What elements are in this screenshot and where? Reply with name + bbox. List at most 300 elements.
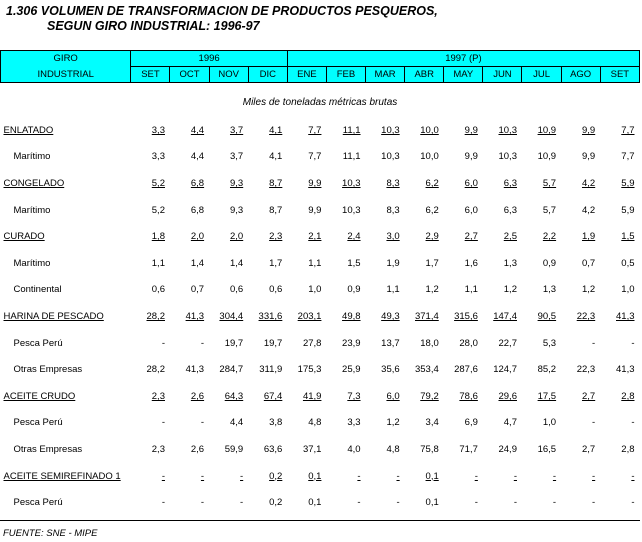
table-cell	[483, 356, 522, 383]
table-cell	[248, 144, 287, 171]
table-cell	[444, 223, 483, 250]
cell-value: 6,8	[190, 204, 205, 216]
table-cell	[522, 463, 561, 490]
cell-value: 5,7	[542, 204, 557, 216]
table-cell	[366, 489, 405, 516]
row-label-text: CONGELADO	[3, 177, 65, 189]
table-cell	[405, 410, 444, 437]
cell-value: 0,1	[425, 470, 439, 482]
table-cell	[248, 330, 287, 357]
table-cell	[326, 144, 365, 171]
table-cell	[600, 436, 639, 463]
cell-value: 2,2	[542, 231, 557, 243]
table-cell	[326, 250, 365, 277]
table-cell	[483, 223, 522, 250]
table-cell	[522, 250, 561, 277]
row-label-text: Pesca Perú	[13, 337, 63, 349]
cell-value: 6,8	[190, 177, 205, 189]
cell-value: 1,2	[581, 284, 596, 296]
cell-value: -	[240, 497, 244, 509]
cell-value: 4,4	[229, 417, 244, 429]
table-cell	[287, 117, 326, 144]
cell-value: 4,8	[386, 443, 400, 455]
table-cell	[287, 170, 326, 197]
cell-value: 28,2	[146, 364, 165, 376]
table-cell	[444, 144, 483, 171]
cell-value: 27,8	[302, 337, 322, 349]
header-year-1997: 1997 (P)	[287, 51, 639, 67]
subcategory-row	[1, 410, 640, 437]
cell-value: 22,3	[576, 364, 596, 376]
table-cell	[287, 277, 326, 304]
table-cell	[248, 489, 287, 516]
row-label	[1, 197, 131, 224]
table-cell	[209, 463, 248, 490]
table-cell	[522, 117, 561, 144]
table-cell	[366, 330, 405, 357]
cell-value: 75,8	[420, 443, 439, 455]
header-giro-bottom: INDUSTRIAL	[1, 67, 131, 83]
cell-value: -	[161, 470, 165, 482]
table-cell	[600, 250, 639, 277]
table-cell	[483, 303, 522, 330]
table-cell	[522, 197, 561, 224]
cell-value: 2,9	[425, 231, 439, 243]
cell-value: 315,6	[454, 310, 478, 322]
row-label-text: Marítimo	[13, 204, 51, 216]
cell-value: -	[592, 337, 596, 349]
cell-value: 1,4	[190, 257, 205, 269]
table-cell	[170, 144, 209, 171]
cell-value: 2,8	[621, 390, 635, 402]
cell-value: 4,8	[308, 417, 322, 429]
table-cell	[209, 489, 248, 516]
cell-value: 24,9	[498, 443, 517, 455]
table-cell	[287, 463, 326, 490]
cell-value: 3,7	[229, 124, 244, 136]
cell-value: 41,9	[302, 390, 322, 402]
subcategory-row	[1, 436, 640, 463]
cell-value: 13,7	[381, 337, 400, 349]
cell-value: 1,5	[621, 231, 635, 243]
cell-value: -	[592, 497, 596, 509]
cell-value: 311,9	[259, 364, 283, 376]
cell-value: 10,9	[537, 151, 557, 163]
header-giro-top: GIRO	[1, 51, 131, 67]
cell-value: 10,3	[342, 177, 361, 189]
row-label	[1, 144, 131, 171]
cell-value: 1,1	[151, 257, 165, 269]
header-month: ABR	[405, 67, 444, 83]
table-cell	[366, 410, 405, 437]
table-cell	[522, 489, 561, 516]
row-label-text: ENLATADO	[3, 124, 54, 136]
table-cell	[248, 277, 287, 304]
cell-value: 4,2	[581, 204, 596, 216]
table-cell	[287, 356, 326, 383]
cell-value: 0,9	[347, 284, 361, 296]
table-cell	[561, 144, 600, 171]
cell-value: 9,9	[308, 204, 322, 216]
table-cell	[209, 356, 248, 383]
table-cell	[522, 330, 561, 357]
cell-value: -	[357, 497, 361, 509]
cell-value: 5,3	[542, 337, 557, 349]
cell-value: 0,6	[229, 284, 244, 296]
cell-value: 371,4	[414, 310, 439, 322]
cell-value: 19,7	[263, 337, 283, 349]
cell-value: 1,9	[386, 257, 400, 269]
table-cell	[366, 303, 405, 330]
cell-value: 5,7	[542, 177, 557, 189]
cell-value: 2,6	[190, 390, 205, 402]
cell-value: 1,7	[425, 257, 439, 269]
cell-value: 41,3	[185, 310, 205, 322]
cell-value: 304,4	[219, 310, 244, 322]
table-cell	[287, 489, 326, 516]
table-cell	[444, 277, 483, 304]
table-cell	[444, 383, 483, 410]
table-cell	[600, 144, 639, 171]
table-cell	[366, 383, 405, 410]
cell-value: 7,7	[621, 124, 635, 136]
source-note: FUENTE: SNE - MIPE	[3, 528, 98, 539]
cell-value: 79,2	[420, 390, 439, 402]
table-cell	[600, 383, 639, 410]
table-cell	[483, 436, 522, 463]
table-cell	[366, 436, 405, 463]
table-cell	[600, 356, 639, 383]
cell-value: 71,7	[459, 443, 478, 455]
category-row	[1, 170, 640, 197]
cell-value: 0,5	[621, 257, 635, 269]
table-cell	[561, 436, 600, 463]
cell-value: -	[592, 470, 596, 482]
row-label-text: HARINA DE PESCADO	[3, 310, 104, 322]
table-cell	[209, 117, 248, 144]
table-cell	[444, 197, 483, 224]
header-month: AGO	[561, 67, 600, 83]
table-cell	[366, 170, 405, 197]
table-cell	[326, 436, 365, 463]
cell-value: -	[552, 497, 557, 509]
table-cell	[248, 197, 287, 224]
row-label	[1, 436, 131, 463]
table-cell	[248, 170, 287, 197]
table-cell	[248, 250, 287, 277]
cell-value: 28,2	[146, 310, 165, 322]
cell-value: 23,9	[342, 337, 361, 349]
cell-value: 8,3	[386, 204, 400, 216]
cell-value: 0,1	[425, 497, 439, 509]
table-cell	[170, 356, 209, 383]
cell-value: 3,8	[269, 417, 283, 429]
table-cell	[131, 410, 170, 437]
table-cell	[405, 383, 444, 410]
table-cell	[170, 463, 209, 490]
cell-value: 2,7	[581, 390, 596, 402]
cell-value: 1,8	[151, 231, 165, 243]
cell-value: 10,0	[420, 124, 439, 136]
cell-value: 203,1	[297, 310, 322, 322]
subcategory-row	[1, 277, 640, 304]
cell-value: 2,5	[503, 231, 517, 243]
table-cell	[405, 463, 444, 490]
cell-value: 22,3	[576, 310, 596, 322]
table-cell	[561, 303, 600, 330]
row-label-text: Otras Empresas	[13, 443, 83, 455]
table-cell	[248, 383, 287, 410]
table-cell	[600, 330, 639, 357]
table-cell	[287, 383, 326, 410]
table-cell	[600, 170, 639, 197]
cell-value: -	[513, 497, 517, 509]
cell-value: 7,7	[308, 151, 322, 163]
cell-value: 1,0	[621, 284, 635, 296]
cell-value: 8,3	[386, 177, 400, 189]
cell-value: 0,2	[269, 470, 283, 482]
cell-value: 19,7	[224, 337, 244, 349]
table-cell	[561, 463, 600, 490]
cell-value: 6,2	[425, 177, 439, 189]
cell-value: 10,3	[381, 151, 400, 163]
table-cell	[444, 170, 483, 197]
cell-value: -	[474, 497, 478, 509]
table-cell	[131, 223, 170, 250]
table-cell	[561, 170, 600, 197]
cell-value: 67,4	[263, 390, 283, 402]
cell-value: 2,1	[308, 231, 322, 243]
table-cell	[170, 277, 209, 304]
row-label-text: ACEITE SEMIREFINADO 1	[3, 470, 121, 482]
cell-value: 29,6	[498, 390, 517, 402]
table-cell	[522, 410, 561, 437]
table-cell	[131, 489, 170, 516]
cell-value: 2,7	[581, 443, 596, 455]
row-label	[1, 410, 131, 437]
subcategory-row	[1, 330, 640, 357]
table-cell	[131, 117, 170, 144]
header-year-1996: 1996	[131, 51, 287, 67]
cell-value: 10,3	[498, 151, 517, 163]
table-cell	[600, 463, 639, 490]
table-cell	[483, 144, 522, 171]
table-cell	[600, 489, 639, 516]
cell-value: 147,4	[493, 310, 517, 322]
cell-value: 6,0	[464, 204, 478, 216]
cell-value: 0,6	[269, 284, 283, 296]
cell-value: 6,0	[386, 390, 400, 402]
table-cell	[405, 117, 444, 144]
table-cell	[326, 277, 365, 304]
cell-value: 41,3	[616, 310, 635, 322]
table-cell	[600, 197, 639, 224]
table-cell	[522, 356, 561, 383]
cell-value: 25,9	[342, 364, 361, 376]
table-cell	[405, 223, 444, 250]
cell-value: -	[357, 470, 361, 482]
table-cell	[483, 410, 522, 437]
cell-value: 6,9	[464, 417, 478, 429]
table-cell	[170, 223, 209, 250]
cell-value: 4,4	[190, 151, 205, 163]
cell-value: 5,2	[151, 204, 165, 216]
table-cell	[561, 383, 600, 410]
cell-value: 2,0	[190, 231, 205, 243]
row-label-text: Otras Empresas	[13, 364, 83, 376]
cell-value: 9,3	[229, 204, 244, 216]
cell-value: 35,6	[381, 364, 400, 376]
row-label-text: Pesca Perú	[13, 497, 63, 509]
cell-value: 5,2	[151, 177, 165, 189]
title-line-1: 1.306 VOLUMEN DE TRANSFORMACION DE PRODUCTOS PESQUEROS,	[6, 4, 438, 18]
cell-value: 10,3	[381, 124, 400, 136]
cell-value: 11,1	[342, 151, 361, 163]
cell-value: -	[396, 497, 400, 509]
cell-value: 1,2	[425, 284, 439, 296]
table-cell	[131, 144, 170, 171]
table-cell	[170, 410, 209, 437]
cell-value: 2,0	[229, 231, 244, 243]
cell-value: 8,7	[269, 177, 283, 189]
cell-value: 9,9	[464, 124, 478, 136]
table-cell	[522, 144, 561, 171]
table-cell	[326, 356, 365, 383]
cell-value: -	[513, 470, 517, 482]
table-cell	[326, 383, 365, 410]
cell-value: -	[592, 417, 596, 429]
header-month: FEB	[326, 67, 365, 83]
table-cell	[287, 436, 326, 463]
table-cell	[522, 303, 561, 330]
table-cell	[248, 410, 287, 437]
header-month: JUL	[522, 67, 561, 83]
cell-value: 2,4	[347, 231, 361, 243]
table-cell	[483, 117, 522, 144]
cell-value: 3,3	[151, 124, 165, 136]
subcategory-row	[1, 144, 640, 171]
category-row	[1, 223, 640, 250]
cell-value: 0,7	[581, 257, 596, 269]
cell-value: -	[396, 470, 400, 482]
cell-value: 3,3	[151, 151, 165, 163]
cell-value: 1,3	[503, 257, 517, 269]
table-cell	[170, 303, 209, 330]
cell-value: 49,3	[381, 310, 400, 322]
table-cell	[131, 356, 170, 383]
subcategory-row	[1, 489, 640, 516]
cell-value: 2,3	[151, 443, 165, 455]
cell-value: 1,9	[581, 231, 596, 243]
cell-value: 7,7	[621, 151, 635, 163]
cell-value: 2,6	[190, 443, 205, 455]
cell-value: 6,0	[464, 177, 478, 189]
table-cell	[248, 436, 287, 463]
table-cell	[444, 250, 483, 277]
cell-value: 1,3	[542, 284, 557, 296]
row-label	[1, 223, 131, 250]
cell-value: -	[200, 497, 205, 509]
cell-value: 4,7	[503, 417, 517, 429]
cell-value: 175,3	[297, 364, 322, 376]
table-cell	[483, 250, 522, 277]
table-cell	[170, 170, 209, 197]
table-cell	[522, 436, 561, 463]
cell-value: 90,5	[537, 310, 557, 322]
table-cell	[248, 303, 287, 330]
table-cell	[366, 117, 405, 144]
table-cell	[131, 330, 170, 357]
row-label	[1, 330, 131, 357]
table-cell	[170, 197, 209, 224]
cell-value: -	[631, 337, 635, 349]
title-line-2: SEGUN GIRO INDUSTRIAL: 1996-97	[47, 19, 260, 33]
table-cell	[170, 330, 209, 357]
table-cell	[444, 489, 483, 516]
cell-value: -	[474, 470, 478, 482]
table-cell	[209, 303, 248, 330]
subcategory-row	[1, 197, 640, 224]
cell-value: 0,9	[542, 257, 557, 269]
header-month: DIC	[248, 67, 287, 83]
table-cell	[287, 223, 326, 250]
row-label	[1, 383, 131, 410]
table-cell	[600, 303, 639, 330]
bottom-rule	[0, 520, 640, 521]
cell-value: -	[200, 417, 205, 429]
table-cell	[326, 117, 365, 144]
table-cell	[561, 489, 600, 516]
table-cell	[131, 383, 170, 410]
header-month: OCT	[170, 67, 209, 83]
cell-value: 0,2	[269, 497, 283, 509]
row-label	[1, 170, 131, 197]
table-cell	[600, 277, 639, 304]
header-month: NOV	[209, 67, 248, 83]
row-label-text: Pesca Perú	[13, 417, 63, 429]
cell-value: 331,6	[258, 310, 283, 322]
cell-value: 1,1	[386, 284, 400, 296]
table-cell	[131, 250, 170, 277]
table-cell	[366, 144, 405, 171]
cell-value: 2,3	[269, 231, 283, 243]
table-cell	[131, 436, 170, 463]
cell-value: 124,7	[493, 364, 517, 376]
cell-value: 1,6	[464, 257, 478, 269]
cell-value: 3,3	[347, 417, 361, 429]
cell-value: 4,1	[269, 124, 283, 136]
table-cell	[483, 489, 522, 516]
table-cell	[248, 117, 287, 144]
data-table	[0, 50, 640, 516]
cell-value: -	[631, 497, 635, 509]
table-cell	[483, 463, 522, 490]
table-cell	[405, 250, 444, 277]
table-cell	[405, 303, 444, 330]
table-cell	[131, 303, 170, 330]
table-cell	[287, 197, 326, 224]
category-row	[1, 383, 640, 410]
table-cell	[366, 223, 405, 250]
table-cell	[522, 277, 561, 304]
cell-value: 10,3	[342, 204, 361, 216]
cell-value: 1,1	[464, 284, 478, 296]
header-row-years	[1, 51, 640, 67]
table-cell	[483, 197, 522, 224]
table-cell	[405, 144, 444, 171]
cell-value: 10,9	[537, 124, 557, 136]
table-cell	[131, 197, 170, 224]
